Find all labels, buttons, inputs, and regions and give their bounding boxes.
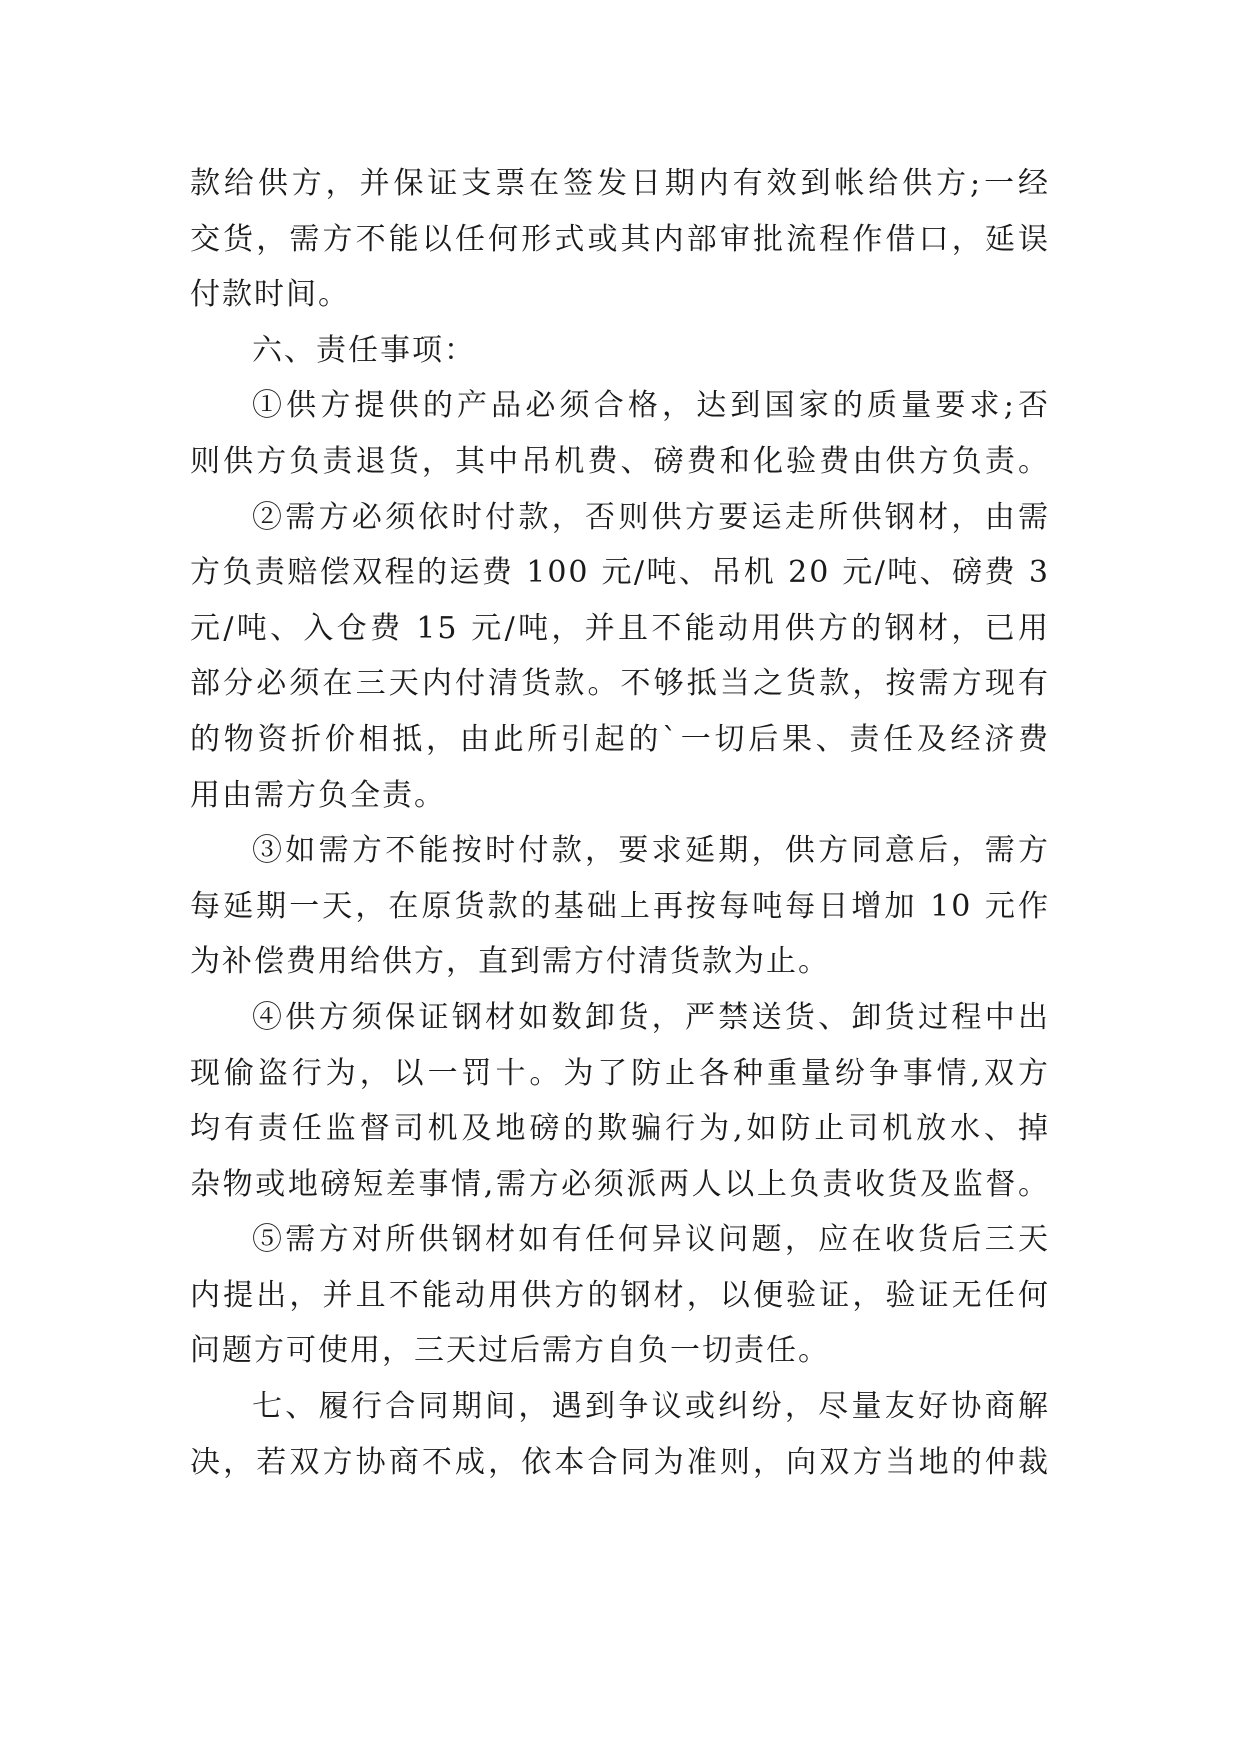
- paragraph-line: ③如需方不能按时付款，要求延期，供方同意后，需方: [252, 833, 1050, 869]
- paragraph-line: ④供方须保证钢材如数卸货，严禁送货、卸货过程中出: [252, 999, 1050, 1035]
- paragraph-line: ①供方提供的产品必须合格，达到国家的质量要求;否: [252, 388, 1050, 424]
- paragraph-line: 用由需方负全责。: [190, 777, 446, 813]
- paragraph-line: 每延期一天，在原货款的基础上再按每吨每日增加 10 元作: [190, 888, 1050, 924]
- section-heading: 六、责任事项：: [252, 332, 476, 368]
- paragraph-line: 部分必须在三天内付清货款。不够抵当之货款，按需方现有: [190, 666, 1050, 702]
- paragraph-line: 的物资折价相抵，由此所引起的`一切后果、责任及经济费: [190, 721, 1050, 757]
- paragraph-line: 均有责任监督司机及地磅的欺骗行为,如防止司机放水、掉: [190, 1111, 1050, 1147]
- paragraph-line: 交货，需方不能以任何形式或其内部审批流程作借口，延误: [190, 221, 1050, 257]
- paragraph-line: 杂物或地磅短差事情,需方必须派两人以上负责收货及监督。: [190, 1166, 1050, 1202]
- paragraph-line: 现偷盗行为，以一罚十。为了防止各种重量纷争事情,双方: [190, 1055, 1050, 1091]
- document-body: [190, 156, 1050, 1490]
- paragraph-line: 款给供方，并保证支票在签发日期内有效到帐给供方;一经: [190, 166, 1050, 201]
- paragraph-line: ②需方必须依时付款，否则供方要运走所供钢材，由需: [252, 499, 1050, 535]
- paragraph-line: 为补偿费用给供方，直到需方付清货款为止。: [190, 944, 830, 980]
- paragraph-line: 则供方负责退货，其中吊机费、磅费和化验费由供方负责。: [190, 443, 1050, 479]
- paragraph-line: 问题方可使用，三天过后需方自负一切责任。: [190, 1333, 830, 1369]
- paragraph-line: 元/吨、入仓费 15 元/吨，并且不能动用供方的钢材，已用: [190, 610, 1050, 646]
- section-heading: 七、履行合同期间，遇到争议或纠纷，尽量友好协商解: [252, 1389, 1050, 1425]
- paragraph-line: ⑤需方对所供钢材如有任何异议问题，应在收货后三天: [252, 1222, 1050, 1258]
- paragraph-line: 付款时间。: [190, 277, 350, 313]
- paragraph-line: 方负责赔偿双程的运费 100 元/吨、吊机 20 元/吨、磅费 3: [190, 555, 1050, 591]
- paragraph-line: 内提出，并且不能动用供方的钢材，以便验证，验证无任何: [190, 1277, 1050, 1313]
- paragraph-line: 决，若双方协商不成，依本合同为准则，向双方当地的仲裁: [190, 1444, 1050, 1480]
